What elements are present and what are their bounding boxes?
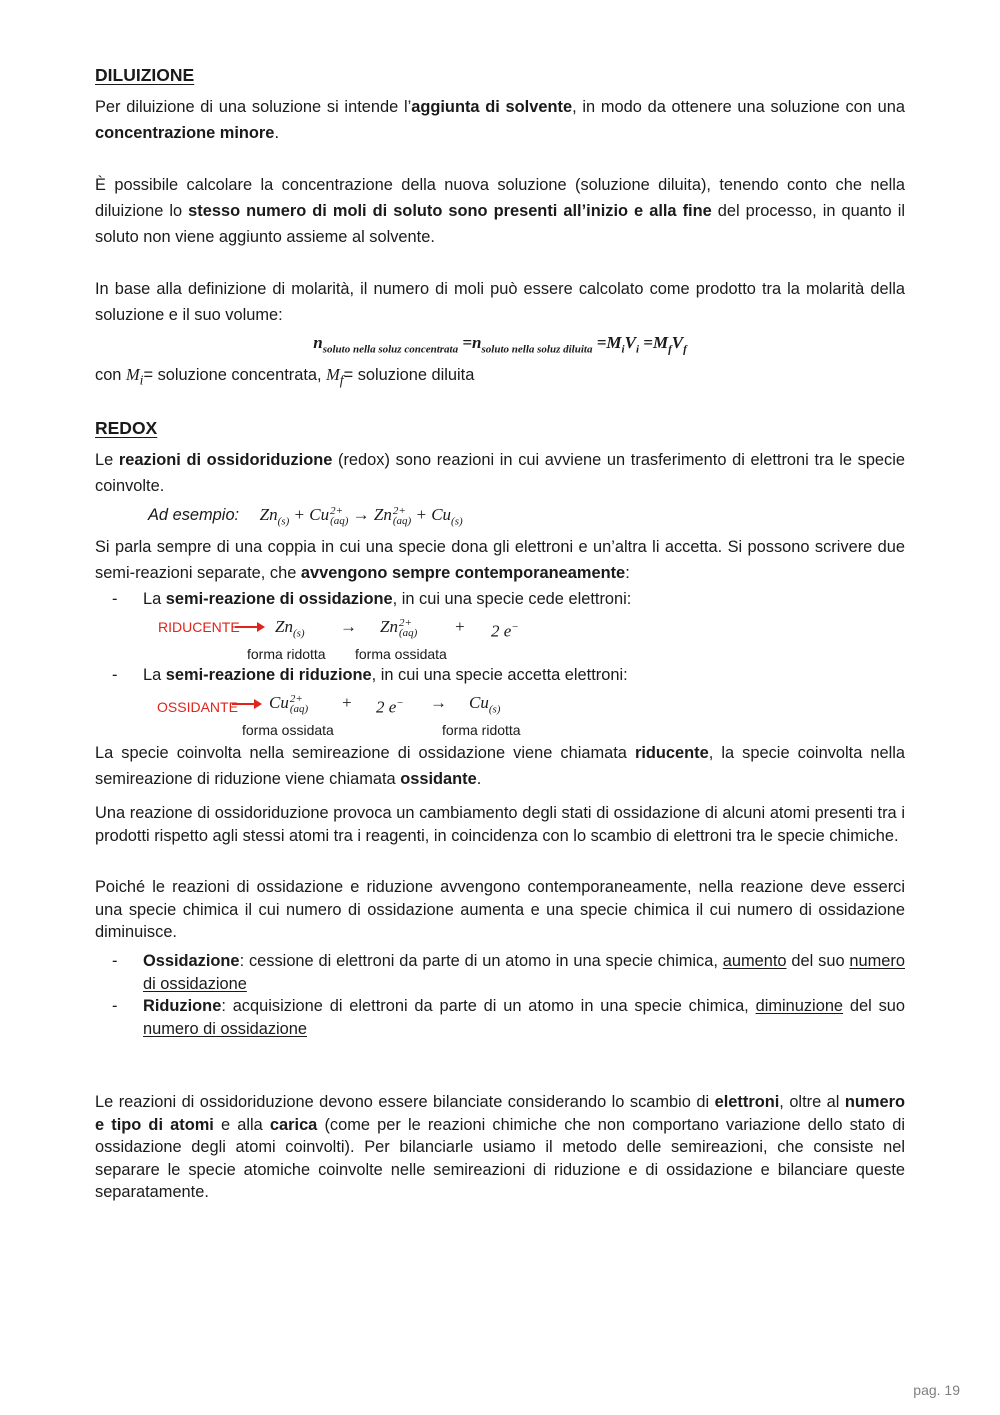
- text: del processo, in quanto il soluto non viene aggiunto assieme al solvente.: [95, 202, 905, 246]
- text: Le reazioni di ossidoriduzione devono essere bilanciate considerando lo scambio di: [95, 1093, 715, 1111]
- reaction-arrow: →: [430, 693, 447, 712]
- species: Cu: [269, 693, 289, 712]
- text: , la specie coinvolta nella semireazione di riduzione viene chiamata: [95, 744, 905, 788]
- plus-sign: +: [341, 693, 353, 712]
- redox-paragraph-1: [95, 447, 905, 499]
- formula-m: M: [652, 333, 669, 352]
- state: (aq): [330, 515, 349, 528]
- bold-text: carica: [269, 1115, 318, 1134]
- dilution-formula: [0, 330, 1000, 362]
- charge: −: [511, 621, 519, 633]
- underlined-text: numero di ossidazione: [143, 1019, 308, 1038]
- oxidation-diagram: [158, 614, 578, 662]
- text: , in modo da ottenere una soluzione con una: [572, 98, 905, 116]
- text: (come per le reazioni chimiche che non comportano variazione dello stato di ossidazione degli atomi coinvolti). Per bilanciarle usiamo il metodo delle semireazioni, che consiste nel separare le specie atomiche coinvolte nelle semireazioni di riduzione e di ossidazione e bilanciare queste separatamente.: [95, 1115, 905, 1201]
- bold-text: riducente: [634, 744, 709, 762]
- formula-v: V: [671, 333, 684, 352]
- text: con: [95, 366, 126, 384]
- formula-m: M: [606, 333, 622, 352]
- subscript: f: [339, 372, 344, 388]
- operator: +: [289, 505, 310, 524]
- operator: +: [411, 505, 432, 524]
- list-dash: -: [112, 666, 118, 684]
- bold-text: semi-reazione di riduzione: [165, 666, 372, 684]
- reducing-agent-label: RIDUCENTE: [158, 619, 240, 635]
- text: 2 e: [376, 697, 397, 717]
- formula-subscript: i: [621, 343, 625, 356]
- charge: −: [396, 697, 404, 709]
- charge: 2+: [392, 505, 406, 518]
- list-dash: -: [112, 590, 118, 608]
- formula-v: V: [624, 333, 636, 352]
- redox-example: [148, 502, 463, 534]
- bold-text: stesso numero di moli di soluto sono presenti all’inizio e alla fine: [188, 202, 712, 220]
- underlined-text: aumento: [722, 952, 787, 970]
- list-dash: -: [112, 952, 118, 970]
- formula-subscript: i: [635, 343, 639, 356]
- text: e alla: [213, 1115, 270, 1134]
- species: Zn: [380, 617, 398, 636]
- text: : acquisizione di elettroni da parte di un atomo in una specie chimica,: [221, 997, 756, 1015]
- arrow: →: [348, 505, 374, 524]
- text: Per diluizione di una soluzione si intende l’: [95, 98, 412, 116]
- example-reaction: [259, 505, 463, 528]
- species-zn-ion: [380, 614, 417, 640]
- term: Riduzione: [143, 997, 222, 1015]
- text: La specie coinvolta nella semireazione di ossidazione viene chiamata: [95, 744, 635, 762]
- redox-paragraph-2: [95, 534, 905, 586]
- redox-paragraph-6: [95, 1091, 905, 1204]
- text: (redox) sono reazioni in cui avviene un trasferimento di elettroni tra le specie coinvolte.: [95, 451, 906, 495]
- term: Ossidazione: [143, 952, 240, 970]
- redox-paragraph-4: Una reazione di ossidoriduzione provoca un cambiamento degli stati di ossidazione di alcuni atomi presenti tra i prodotti rispetto agli stessi atomi tra i reagenti, in coincidenza con lo scambio di elettroni tra le specie chimiche.: [95, 804, 905, 845]
- text: La: [143, 666, 166, 684]
- electrons: [491, 614, 519, 645]
- charge: 2+: [289, 693, 303, 706]
- formula-subscript: f: [668, 343, 672, 356]
- charge-state: [393, 506, 411, 526]
- text: del suo: [843, 997, 905, 1015]
- species: Zn: [275, 617, 293, 636]
- underlined-text: numero di ossidazione: [143, 952, 905, 993]
- example-label: Ad esempio:: [148, 506, 240, 524]
- bold-text: reazioni di ossidoriduzione: [118, 451, 333, 469]
- text: , in cui una specie accetta elettroni:: [371, 666, 628, 684]
- state: (s): [277, 515, 290, 528]
- bold-text: concentrazione minore: [95, 124, 275, 142]
- state: (aq): [289, 703, 309, 716]
- caption-reduced-form: forma ridotta: [247, 646, 326, 662]
- half-reaction-oxidation-text: [143, 586, 905, 612]
- bold-text: numero e tipo di atomi: [95, 1093, 906, 1134]
- text: , in cui una specie cede elettroni:: [392, 590, 632, 608]
- species: Cu: [469, 693, 489, 712]
- underlined-text: diminuzione: [755, 997, 844, 1015]
- state: (s): [292, 627, 305, 640]
- charge: 2+: [398, 617, 412, 630]
- reaction-arrow: →: [340, 617, 357, 636]
- text: 2 e: [491, 621, 512, 641]
- formula-subscript: soluto nella soluz concentrata: [322, 343, 459, 356]
- state: (aq): [392, 515, 412, 528]
- bold-text: aggiunta di solvente: [411, 98, 573, 116]
- page-number: pag. 19: [913, 1382, 960, 1398]
- text: del suo: [786, 952, 850, 970]
- formula-equals: =: [592, 333, 607, 352]
- red-arrow-icon: [232, 698, 262, 710]
- reduction-diagram: [157, 690, 577, 738]
- species: Zn: [373, 505, 392, 524]
- charge-state: [290, 694, 308, 714]
- dilution-paragraph-2: [95, 172, 905, 250]
- text: La: [143, 590, 166, 608]
- caption-reduced-form: forma ridotta: [442, 722, 521, 738]
- bold-text: avvengono sempre contemporaneamente: [300, 564, 626, 582]
- text: Si parla sempre di una coppia in cui una specie dona gli elettroni e un’altra li accetta. Si possono scrivere due semi-reazioni separate, che: [95, 538, 905, 582]
- bold-text: semi-reazione di ossidazione: [165, 590, 393, 608]
- bold-text: ossidante: [400, 770, 477, 788]
- formula-equals: =: [639, 333, 653, 352]
- state: (s): [488, 703, 501, 716]
- species-cu-ion: [269, 690, 308, 716]
- redox-paragraph-5: Poiché le reazioni di ossidazione e riduzione avvengono contemporaneamente, nella reazione deve esserci una specie chimica il cui numero di ossidazione aumenta e una specie chimica il cui numero di ossidazione diminuisce.: [95, 878, 905, 941]
- red-arrow-icon: [235, 621, 265, 633]
- symbol-mi: [125, 365, 144, 388]
- text: .: [274, 124, 279, 142]
- section-title-diluizione: DILUIZIONE: [95, 65, 195, 85]
- redox-paragraph-3: [95, 740, 905, 792]
- species: Cu: [431, 505, 452, 524]
- species: Zn: [259, 505, 278, 524]
- oxidizing-agent-label: OSSIDANTE: [157, 699, 238, 715]
- formula-n: n: [313, 333, 323, 352]
- text: = soluzione diluita: [343, 366, 475, 384]
- text: Le: [95, 451, 119, 469]
- text: = soluzione concentrata,: [143, 366, 327, 384]
- definition-reduction: [143, 995, 905, 1040]
- formula-expression: [313, 333, 687, 356]
- half-reaction-reduction-text: [143, 662, 905, 688]
- state: (s): [451, 515, 463, 528]
- charge: 2+: [330, 505, 344, 518]
- definition-oxidation: [143, 950, 905, 995]
- electrons: [376, 690, 404, 721]
- list-dash: -: [112, 997, 118, 1015]
- bold-text: elettroni: [714, 1093, 780, 1111]
- text: M: [125, 365, 140, 384]
- species: Cu: [309, 505, 330, 524]
- dilution-legend: [95, 362, 905, 393]
- plus-sign: +: [454, 617, 466, 636]
- caption-oxidized-form: forma ossidata: [242, 722, 334, 738]
- caption-oxidized-form: forma ossidata: [355, 646, 447, 662]
- subscript: i: [139, 372, 144, 388]
- text: , oltre al: [779, 1093, 845, 1111]
- formula-equals: =: [458, 333, 473, 352]
- formula-subscript: f: [683, 343, 687, 356]
- text: .: [476, 770, 482, 788]
- text: : cessione di elettroni da parte di un atomo in una specie chimica,: [239, 952, 723, 970]
- text: È possibile calcolare la concentrazione della nuova soluzione (soluzione diluita), tenendo conto che nella diluizione lo: [95, 176, 905, 220]
- charge-state: [399, 618, 417, 638]
- state: (aq): [398, 627, 418, 640]
- section-title-redox: REDOX: [95, 418, 158, 438]
- formula-subscript: soluto nella soluz diluita: [481, 343, 593, 356]
- dilution-paragraph-1: [95, 94, 905, 146]
- formula-n: n: [472, 333, 482, 352]
- symbol-mf: [326, 365, 344, 388]
- text: M: [326, 365, 340, 384]
- dilution-paragraph-3: In base alla definizione di molarità, il numero di moli può essere calcolato come prodotto tra la molarità della soluzione e il suo volume:: [95, 280, 905, 324]
- charge-state: [330, 506, 348, 526]
- text: :: [625, 564, 630, 582]
